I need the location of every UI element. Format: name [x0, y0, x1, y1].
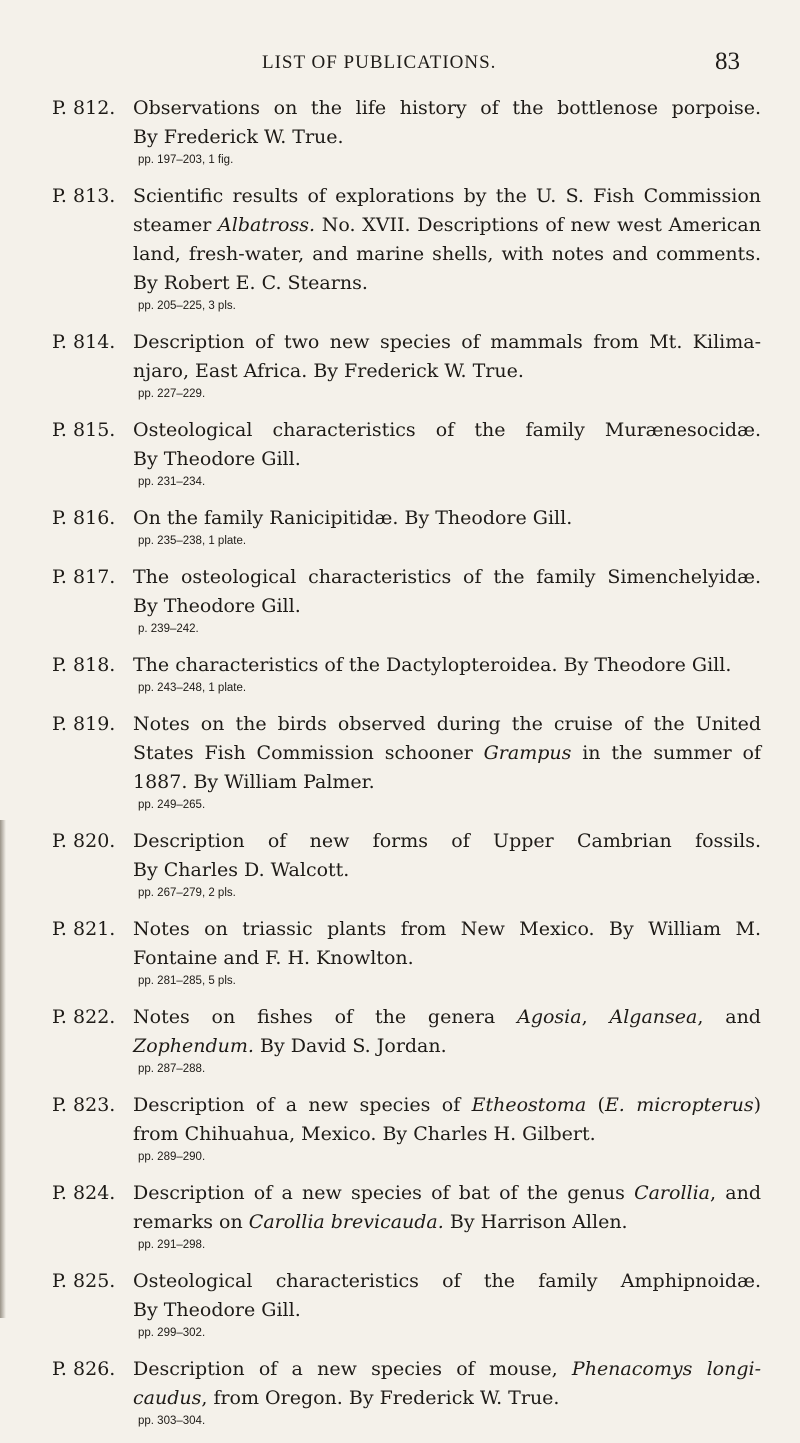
entry-number: P. 815. [52, 419, 116, 441]
publication-entry [0, 416, 800, 490]
entry-title: Osteological characteristics of the family Murænesocidæ. By Theodore Gill. [133, 419, 761, 470]
entry-pages: pp. 287–288. [138, 1063, 206, 1075]
entry-title: Description of new forms of Upper Cambrian fossils. By Charles D. Walcott. [133, 830, 761, 881]
entry-author: By Charles D. Walcott. [133, 859, 350, 881]
entry-number: P. 813. [52, 185, 116, 207]
publication-entry [0, 827, 800, 901]
entry-pages: pp. 243–248, 1 plate. [138, 682, 247, 694]
entry-author: By Frederick W. True. [348, 1387, 560, 1409]
entry-title: The osteological characteristics of the family Simenchelyidæ. By Theodore Gill. [133, 566, 761, 617]
running-head: LIST OF PUBLICATIONS. [262, 52, 497, 73]
entry-author: By Theodore Gill. [133, 595, 301, 617]
entry-author: By William M. Fontaine and F. H. Knowlton. [133, 918, 761, 969]
entry-number: P. 822. [52, 1006, 116, 1028]
page-header [0, 48, 800, 92]
entry-author: By Theodore Gill. [133, 448, 301, 470]
entry-pages: pp. 227–229. [138, 388, 206, 400]
entry-author: By Frederick W. True. [133, 126, 344, 148]
entry-title: Notes on fishes of the genera Agosia, Algansea, and Zophendum. By David S. Jordan. [133, 1006, 761, 1057]
publication-entry [0, 504, 800, 549]
entry-number: P. 824. [52, 1182, 116, 1204]
publication-entry [0, 182, 800, 314]
entry-pages: pp. 267–279, 2 pls. [138, 887, 236, 899]
entry-author: By Theodore Gill. [404, 507, 573, 529]
entry-number: P. 817. [52, 566, 116, 588]
entry-author: By Frederick W. True. [313, 360, 524, 382]
entry-pages: pp. 291–298. [138, 1239, 206, 1251]
entry-number: P. 820. [52, 830, 116, 852]
entry-number: P. 816. [52, 507, 116, 529]
entry-title: The characteristics of the Dactylopteroidea. By Theodore Gill. [133, 654, 732, 676]
entry-title: Osteological characteristics of the family Amphipnoidæ. By Theodore Gill. [133, 1270, 761, 1321]
entry-number: P. 821. [52, 918, 116, 940]
entry-title: Notes on the birds observed during the cruise of the United States Fish Commission schooner Grampus in the summer of 1887. By William Palmer. [133, 713, 761, 793]
publication-entry [0, 94, 800, 168]
page-number: 83 [715, 48, 740, 75]
entry-pages: p. 239–242. [138, 623, 199, 635]
publication-entry [0, 1355, 800, 1429]
entry-title: Description of a new species of Etheostoma (E. micropterus) from Chihuahua, Mexico. By Charles H. Gilbert. [133, 1094, 761, 1145]
entry-number: P. 825. [52, 1270, 116, 1292]
publication-entry [0, 1267, 800, 1341]
entry-author: By Theodore Gill. [563, 654, 732, 676]
publication-entry [0, 1003, 800, 1077]
publication-entry [0, 710, 800, 813]
publication-entry [0, 1179, 800, 1253]
entry-title: Observations on the life history of the bottlenose porpoise. By Frederick W. True. [133, 97, 761, 148]
entry-number: P. 812. [52, 97, 116, 119]
entry-author: By William Palmer. [193, 771, 375, 793]
entry-pages: pp. 205–225, 3 pls. [138, 300, 236, 312]
entry-author: By Charles H. Gilbert. [382, 1123, 596, 1145]
entry-number: P. 814. [52, 331, 116, 353]
publication-entry [0, 328, 800, 402]
entry-author: By David S. Jordan. [260, 1035, 447, 1057]
publication-entry [0, 1091, 800, 1165]
entry-title: Description of two new species of mammals from Mt. Kilima-njaro, East Africa. By Frederick W. True. [133, 331, 761, 382]
entry-number: P. 826. [52, 1358, 116, 1380]
publication-entry [0, 915, 800, 989]
entry-title: Description of a new species of mouse, Phenacomys longi-caudus, from Oregon. By Frederick W. True. [133, 1358, 761, 1409]
entry-pages: pp. 303–304. [138, 1415, 206, 1427]
entry-pages: pp. 281–285, 5 pls. [138, 975, 236, 987]
entry-title: Description of a new species of bat of the genus Carollia, and remarks on Carollia brevicauda. By Harrison Allen. [133, 1182, 762, 1233]
entry-pages: pp. 249–265. [138, 799, 206, 811]
entry-pages: pp. 231–234. [138, 476, 206, 488]
entry-pages: pp. 289–290. [138, 1151, 206, 1163]
entry-author: By Theodore Gill. [133, 1299, 301, 1321]
publication-entry [0, 651, 800, 696]
entry-number: P. 823. [52, 1094, 116, 1116]
entry-title: Notes on triassic plants from New Mexico. By William M. Fontaine and F. H. Knowlton. [133, 918, 761, 969]
entry-author: By Harrison Allen. [449, 1211, 628, 1233]
entry-author: By Robert E. C. Stearns. [133, 272, 368, 294]
page-edge-shadow [0, 820, 6, 1318]
entry-pages: pp. 197–203, 1 fig. [138, 154, 234, 166]
entry-number: P. 819. [52, 713, 116, 735]
entry-pages: pp. 299–302. [138, 1327, 206, 1339]
entry-title: On the family Ranicipitidæ. By Theodore Gill. [133, 507, 573, 529]
publication-list [0, 94, 800, 1443]
publication-entry [0, 563, 800, 637]
entry-pages: pp. 235–238, 1 plate. [138, 535, 247, 547]
entry-number: P. 818. [52, 654, 116, 676]
entry-title: Scientific results of explorations by the U. S. Fish Commission steamer Albatross. No. XVII. Descriptions of new west American land, fresh-water, and marine shells, with notes and comments. By Robert E. C. Stearns. [133, 185, 761, 294]
